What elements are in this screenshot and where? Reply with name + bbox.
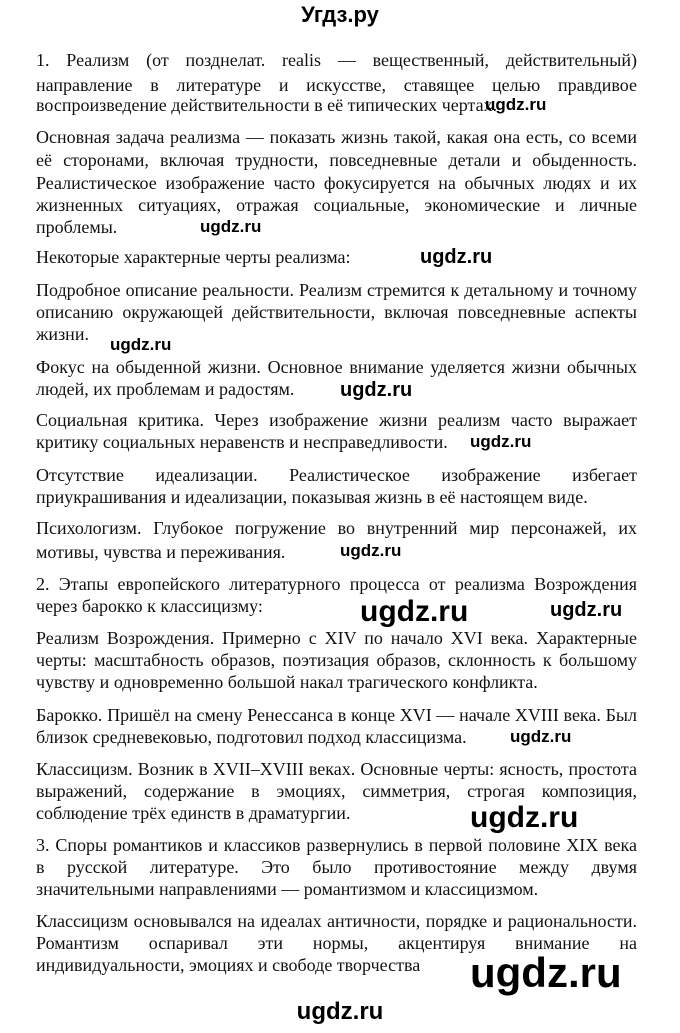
text-line: выражений, содержание в эмоциях, симметрия, строгая композиция, — [36, 781, 637, 801]
watermark: ugdz.ru — [420, 246, 493, 268]
text-line: жизни. — [36, 324, 89, 344]
text-line: чувству и одновременно большой накал трагического конфликта. — [36, 672, 538, 692]
watermark-large: ugdz.ru — [360, 595, 469, 628]
text-line: индивидуальности, эмоциях и свободе творчества — [36, 955, 421, 975]
text-line: критику социальных неравенств и несправедливости. — [36, 432, 448, 452]
text-line: 3. Споры романтиков и классиков развернулись в первой половине XIX века — [36, 835, 637, 855]
text-line: соблюдение трёх единств в драматургии. — [36, 803, 351, 823]
text-line: её сторонами, включая трудности, повседневные детали и обыденность. — [36, 150, 637, 170]
text-line: Подробное описание реальности. Реализм стремится к детальному и точному — [36, 280, 637, 300]
text-line: Романтизм оспаривал эти нормы, акцентируя внимание на — [36, 933, 637, 953]
text-line: 1. Реализм (от позднелат. realis — вещественный, действительный) — [36, 50, 637, 70]
text-line: описанию окружающей действительности, включая повседневные аспекты — [36, 302, 637, 322]
page-title: Угдз.ру — [301, 2, 379, 27]
text-line: Основная задача реализма — показать жизнь такой, какая она есть, со всеми — [36, 127, 637, 147]
watermark-large: ugdz.ru — [470, 949, 622, 996]
watermark: ugdz.ru — [340, 541, 402, 560]
text-line: Реализм Возрождения. Примерно с XIV по начало XVI века. Характерные — [36, 628, 637, 648]
watermark: ugdz.ru — [200, 217, 262, 236]
watermark: ugdz.ru — [510, 727, 572, 746]
text-line: мотивы, чувства и переживания. — [36, 542, 286, 562]
text-line: Социальная критика. Через изображение жизни реализм часто выражает — [36, 410, 637, 430]
text-line: Барокко. Пришёл на смену Ренессанса в конце XVI — начале XVIII века. Был — [36, 705, 637, 725]
text-line: Некоторые характерные черты реализма: — [36, 247, 351, 267]
text-line: в русской литературе. Это было противостояние между двумя — [36, 857, 637, 877]
text-line: Фокус на обыденной жизни. Основное внимание уделяется жизни обычных — [36, 357, 637, 377]
text-line: жизненных ситуациях, отражая социальные, экономические и личные — [36, 195, 637, 215]
text-line: направление в литературе и искусстве, ставящее целью правдивое — [36, 75, 637, 95]
watermark-large: ugdz.ru — [470, 801, 579, 834]
text-line: Реалистическое изображение часто фокусируется на обычных людях и их — [36, 173, 637, 193]
text-line: через барокко к классицизму: — [36, 596, 263, 616]
text-line: Классицизм основывался на идеалах античности, порядке и рациональности. — [36, 911, 637, 931]
footer-watermark: ugdz.ru — [296, 998, 384, 1025]
text-line: Отсутствие идеализации. Реалистическое изображение избегает — [36, 465, 637, 485]
text-line: воспроизведение действительности в её типических чертах. — [36, 95, 498, 115]
text-line: людей, их проблемам и радостям. — [36, 379, 295, 399]
text-line: 2. Этапы европейского литературного процесса от реализма Возрождения — [36, 574, 637, 594]
watermark: ugdz.ru — [550, 599, 623, 621]
text-line: проблемы. — [36, 217, 118, 237]
text-line: Классицизм. Возник в XVII–XVIII веках. Основные черты: ясность, простота — [36, 759, 637, 779]
text-line: приукрашивания и идеализации, показывая жизнь в её настоящем виде. — [36, 487, 588, 507]
text-line: близок средневековью, подготовил подход классицизма. — [36, 727, 467, 747]
text-line: черты: масштабность образов, поэтизация образов, склонность к большому — [36, 650, 637, 670]
text-line: значительными направлениями — романтизмом и классицизмом. — [36, 879, 539, 899]
watermark: ugdz.ru — [470, 432, 532, 451]
watermark: ugdz.ru — [110, 335, 172, 354]
text-line: Психологизм. Глубокое погружение во внутренний мир персонажей, их — [36, 518, 637, 538]
watermark: ugdz.ru — [340, 379, 413, 401]
watermark: ugdz.ru — [485, 95, 547, 114]
